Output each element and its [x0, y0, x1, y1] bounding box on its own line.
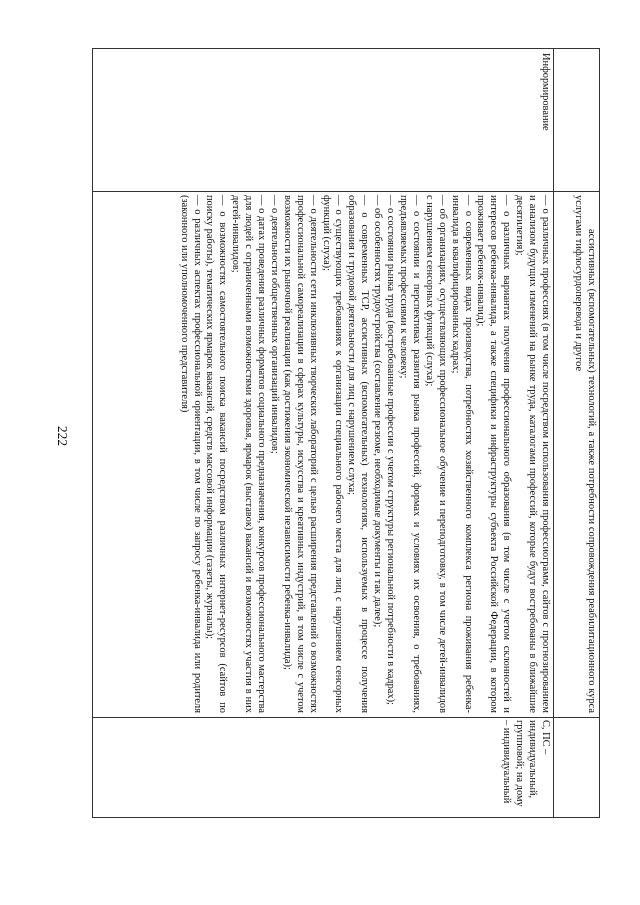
forms-cell: С, ПС – индивидуальный, групповой; на дому – индивидуальный	[501, 720, 551, 807]
continuation-text: ассистивных (вспомогательных) технологий, а также потребности сопровождения реабилитационного курса услугами тифлосурдоперевода и другое	[573, 195, 597, 713]
list-item: — о деятельности сети инклюзивных творческих лабораторий с целью расширения представлений о возможностях профессиональной самореализации в сферах культуры, искусства и креативных индустрий, в том числе с учетом возможности их рыночной реализации (как достижения экономической независимости ребенка-инвалида);	[281, 195, 319, 713]
list-item: — о состоянии и перспективах развития рынка профессий, формах и условиях их освоения, о требованиях, предъявляемых профессиями к человеку;	[398, 195, 422, 713]
list-item: — об особенностях трудоустройства (составление резюме, необходимые документы и так далее);	[372, 195, 384, 628]
informing-items-list	[177, 195, 551, 713]
list-item: — о датах проведения различных форматов социального предназначения, конкурсов профессионального мастерства для людей с ограниченными возможностями здоровья, ярмарок (выставок) вакансий и возможностях участия в них детей-инвалидов;	[230, 195, 268, 713]
list-item: — о возможностях самостоятельного поиска вакансий посредством различных интернет-ресурсов (сайтов по поиску работы), тематических ярмарок вакансий, средств массовой информации (газеты, журналы);	[204, 195, 229, 713]
list-item: — о деятельности общественных организаций инвалидов;	[268, 195, 280, 454]
service-table	[92, 48, 600, 818]
row-divider	[553, 49, 554, 817]
page-number: 222	[55, 425, 70, 447]
list-item: — о различных вариантах получения профессионального образования (в том числе с учетом склонностей и интересов ребенка-инвалида, а также специфики и инфраструктуры субъекта Российской Федерации, в котором проживает ребенок-инвалид);	[475, 195, 513, 713]
list-item: — о современных видах производства, потребностях хозяйственного комплекса региона проживания ребенка-инвалида в квалифицированных кадрах;	[449, 195, 474, 713]
list-item: — о состоянии рынка труда (востребованные профессии с учетом структуры региональной потребности в кадрах);	[385, 195, 397, 705]
table-column-service	[93, 49, 599, 192]
rotated-table-wrapper	[92, 48, 600, 818]
row-label-informing: Информирование	[540, 53, 551, 131]
list-item: — о различных аспектах профессиональной ориентации, в том числе по запросу ребенка-инвалида или родителя (законного или уполномоченного представителя)	[178, 195, 203, 713]
list-item: — об организациях, осуществляющих профессиональное обучение и переподготовку, в том числе детей-инвалидов с нарушением сенсорных функций (слуха);	[423, 195, 448, 713]
list-item: — о различных профессиях (в том числе посредством использования профессиограмм, сайтов с прогнозированием и анализом будущих изменений на рынке труда, каталогами профессий, которые будут востребованы в ближайшие десятилетия);	[514, 195, 551, 713]
list-item: — о современных ТСР, ассистивных (вспомогательных) технологиях, используемых в процессе получения образования и трудовой деятельности для лиц с нарушением слуха;	[346, 195, 371, 713]
list-item: — о существующих требованиях к организации специального рабочего места для лиц с нарушением сенсорных функций (слуха);	[320, 195, 345, 713]
